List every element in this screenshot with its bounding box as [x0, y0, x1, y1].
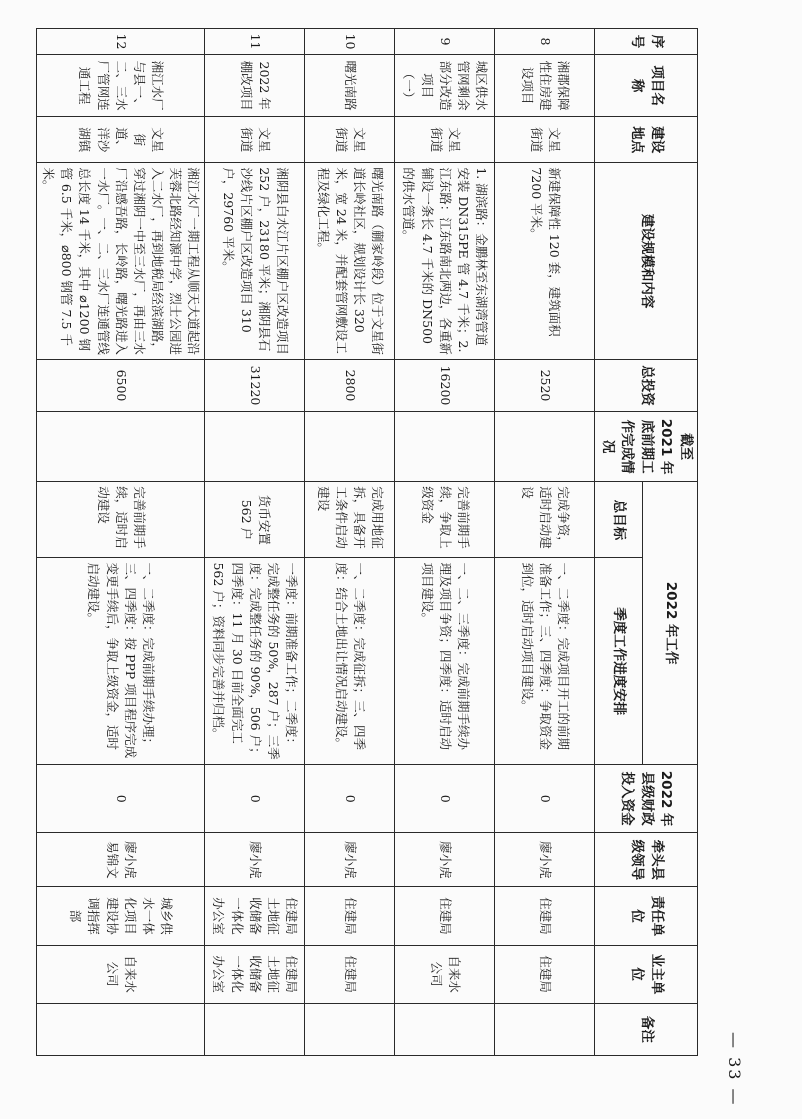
cell-prework — [37, 412, 205, 482]
table-row — [395, 29, 495, 1056]
cell-goal: 货币安置 562 户 — [205, 482, 305, 558]
cell-scale: 湘江水厂一期工程从顺天大道起沿芙蓉北路经知源中学，烈士公园进入二水厂，再到地税局经滨湖路，穿过湘阴一中至三水厂，再由三水厂沿感吾路，长岭路，曙光路进入一水厂。一、二、三水厂连通管线总长度 14 千米，其中 ⌀1200 钢管 6.5 千米，⌀800 钢管 7.5 千米。 — [37, 163, 205, 360]
cell-goal: 完成争资，适时启动建设 — [495, 482, 595, 558]
col-remark-header: 备注 — [595, 1003, 698, 1055]
col-name-header: 项目名称 — [595, 55, 698, 117]
cell-schedule: 一、二季度：完成前期手续办理；三、四季度：按 PPP 项目程序完成变更手续后，争取上级资金，适时启动建设。 — [37, 558, 205, 765]
cell-owner: 自来水公司 — [395, 945, 495, 1003]
cell-location: 文星街道 — [305, 117, 395, 163]
table-row — [37, 29, 205, 1056]
col-investment-header: 总投资 — [595, 359, 698, 411]
cell-schedule: 一、二、三季度：完成前期手续办理及项目争资；四季度：适时启动项目建设。 — [395, 558, 495, 765]
cell-schedule: 一、二季度：完成征拆；三、四季度：结合土地出让情况启动建设。 — [305, 558, 395, 765]
col-seq-header: 序号 — [595, 29, 698, 55]
cell-location: 文星街道 — [205, 117, 305, 163]
table-row — [305, 29, 395, 1056]
col-resp-header: 责任单位 — [595, 887, 698, 945]
table-row — [205, 29, 305, 1056]
cell-owner: 自来水公司 — [37, 945, 205, 1003]
cell-fiscal: 0 — [495, 765, 595, 833]
col-work2022-header: 2022 年工作 — [642, 482, 697, 765]
cell-prework — [495, 412, 595, 482]
cell-remark — [205, 1003, 305, 1055]
cell-lead: 廖小虎 — [395, 833, 495, 887]
cell-scale: 新建保障性 120 套，建筑面积 7200 平米。 — [495, 163, 595, 360]
cell-scale: 湘阴县白水江片区棚户区改造项目 252 户，23180 平米；湘阴县石沙线片区棚户区改造项目 310 户，29760 平米。 — [205, 163, 305, 360]
cell-resp: 住建局 — [395, 887, 495, 945]
cell-fiscal: 0 — [205, 765, 305, 833]
cell-resp: 住建局 — [495, 887, 595, 945]
cell-fiscal: 0 — [305, 765, 395, 833]
cell-lead: 廖小虎 — [495, 833, 595, 887]
cell-fiscal: 0 — [37, 765, 205, 833]
cell-location: 文星街道 — [395, 117, 495, 163]
cell-lead: 廖小虎 — [305, 833, 395, 887]
col-lead-header: 牵头县级领导 — [595, 833, 698, 887]
cell-schedule: 一、二季度：完成项目开工的前期准备工作；三、四季度：争取资金到位，适时启动项目建设。 — [495, 558, 595, 765]
col-schedule-header: 季度工作进度安排 — [595, 558, 643, 765]
cell-investment: 2800 — [305, 359, 395, 411]
cell-goal: 完善前期手续，争取上级资金 — [395, 482, 495, 558]
cell-goal: 完善前期手续，适时启动建设 — [37, 482, 205, 558]
page-number: — 33 — — [725, 1032, 744, 1107]
cell-investment: 16200 — [395, 359, 495, 411]
cell-schedule: 一季度：前期准备工作；二季度：完成整任务的 50%，287 户；三季度：完成整任务的 90%，506 户；四季度：11 月 30 日前全面完工 562 户；资料同步完善并归档。 — [205, 558, 305, 765]
col-scale-header: 建设规模和内容 — [595, 163, 698, 360]
cell-scale: 1. 湖滨路：金鹏林至东湖湾管道安装 DN315PE 管 4.7 千米；2. 江东路：江东路南北两边，各重新铺设一条长 4.7 千米的 DN500 的供水管道。 — [395, 163, 495, 360]
cell-lead: 廖小虎易锦文 — [37, 833, 205, 887]
cell-remark — [495, 1003, 595, 1055]
cell-seq: 10 — [305, 29, 395, 55]
cell-name: 湘江水厂与县一、二、三水厂管网连通工程 — [37, 55, 205, 117]
header-row-1 — [642, 29, 697, 1056]
cell-lead: 廖小虎 — [205, 833, 305, 887]
cell-resp: 城乡供水一体化项目建设协调指挥部 — [37, 887, 205, 945]
col-fiscal-header: 2022 年县级财政投入资金 — [595, 765, 698, 833]
cell-prework — [395, 412, 495, 482]
cell-owner: 住建局 — [305, 945, 395, 1003]
cell-name: 湘郡保障性住房建设项目 — [495, 55, 595, 117]
col-owner-header: 业主单位 — [595, 945, 698, 1003]
cell-remark — [305, 1003, 395, 1055]
cell-scale: 曙光南路（蒯家岭段）位于文星街道长岭社区，规划设计长 320 米，宽 24 米，并配套管网敷设工程及绿化工程。 — [305, 163, 395, 360]
cell-investment: 31220 — [205, 359, 305, 411]
cell-seq: 12 — [37, 29, 205, 55]
cell-resp: 住建局 — [305, 887, 395, 945]
cell-investment: 6500 — [37, 359, 205, 411]
cell-name: 2022 年棚改项目 — [205, 55, 305, 117]
cell-location: 文星街道 — [495, 117, 595, 163]
table-row — [495, 29, 595, 1056]
cell-resp: 住建局土地征收储备一体化办公室 — [205, 887, 305, 945]
cell-location: 文星街道、洋沙湖镇 — [37, 117, 205, 163]
cell-fiscal: 0 — [395, 765, 495, 833]
cell-remark — [37, 1003, 205, 1055]
cell-goal: 完成用地征拆，具备开工条件启动建设 — [305, 482, 395, 558]
col-goal-header: 总目标 — [595, 482, 643, 558]
cell-seq: 9 — [395, 29, 495, 55]
cell-name: 城区供水管网剩余部分改造项目（一） — [395, 55, 495, 117]
cell-seq: 8 — [495, 29, 595, 55]
cell-owner: 住建局土地征收储备一体化办公室 — [205, 945, 305, 1003]
cell-name: 曙光南路 — [305, 55, 395, 117]
cell-seq: 11 — [205, 29, 305, 55]
project-table — [36, 28, 698, 1056]
col-location-header: 建设地点 — [595, 117, 698, 163]
cell-investment: 2520 — [495, 359, 595, 411]
cell-prework — [305, 412, 395, 482]
cell-prework — [205, 412, 305, 482]
col-prework-header: 截至 2021 年底前期工作完成情况 — [595, 412, 698, 482]
cell-owner: 住建局 — [495, 945, 595, 1003]
cell-remark — [395, 1003, 495, 1055]
